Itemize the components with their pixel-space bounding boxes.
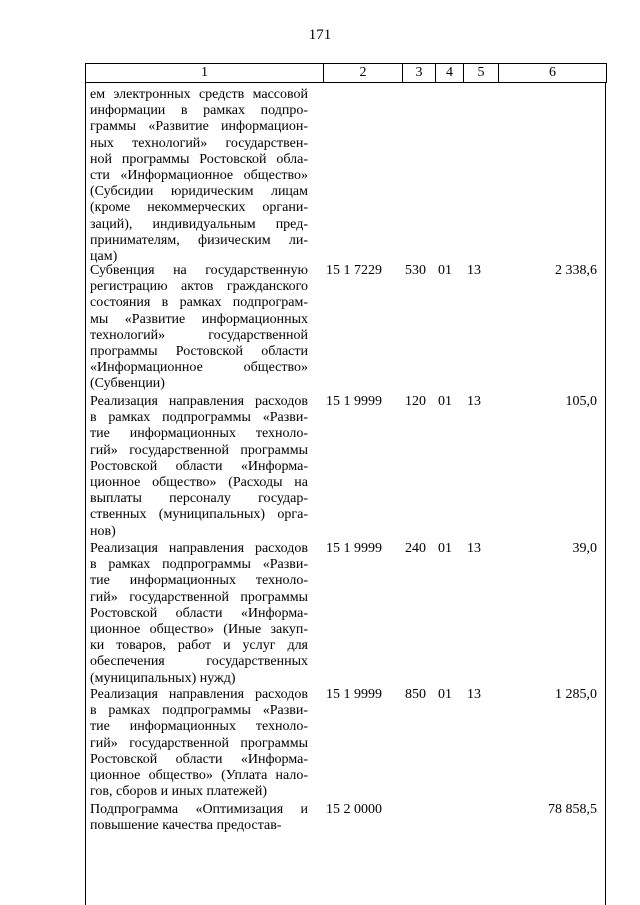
description-line: тие информационных техноло- [90, 426, 308, 442]
description-line: гий» государственной программы [90, 735, 308, 751]
description-line: граммы «Развитие информацион- [90, 119, 308, 135]
table-header [85, 63, 607, 83]
description-line: программы Ростовской области [90, 344, 308, 360]
row-description [86, 687, 314, 800]
description-line: (кроме некоммерческих органи- [90, 200, 308, 216]
table-row [86, 263, 605, 393]
row-sum: 105,0 [565, 394, 597, 409]
description-line: обеспечения государственных [90, 654, 308, 670]
description-line: Реализация направления расходов [90, 541, 308, 556]
description-line: «Информационное общество» [90, 360, 308, 376]
description-line: ционное общество» (Расходы на [90, 475, 308, 491]
table-row [86, 394, 605, 540]
description-line: гий» государственной программы [90, 442, 308, 458]
description-line: Субвенция на государственную [90, 263, 308, 278]
description-line: в рамках подпрограммы «Разви- [90, 410, 308, 426]
description-line: ных технологий» государствен- [90, 135, 308, 151]
row-vr: 850 [405, 687, 426, 702]
description-line: Реализация направления расходов [90, 687, 308, 702]
row-description [86, 802, 314, 834]
row-pr: 13 [467, 541, 481, 556]
description-line: Подпрограмма «Оптимизация и [90, 802, 308, 817]
row-code: 15 1 7229 [326, 263, 382, 278]
row-sum: 39,0 [572, 541, 597, 556]
row-vr: 120 [405, 394, 426, 409]
row-pr: 13 [467, 263, 481, 278]
row-vr: 530 [405, 263, 426, 278]
header-col-3: 3 [403, 64, 436, 83]
table-row [86, 802, 605, 834]
row-rz: 01 [438, 687, 452, 702]
description-line: мы «Развитие информационных [90, 311, 308, 327]
row-pr: 13 [467, 687, 481, 702]
description-line: гий» государственной программы [90, 589, 308, 605]
description-line: Ростовской области «Информа- [90, 605, 308, 621]
page-number: 171 [308, 27, 332, 43]
header-col-5: 5 [464, 64, 499, 83]
row-code: 15 1 9999 [326, 687, 382, 702]
description-line: технологий» государственной [90, 327, 308, 343]
row-code: 15 2 0000 [326, 802, 382, 817]
description-line: ной программы Ростовской обла- [90, 151, 308, 167]
description-line: Реализация направления расходов [90, 394, 308, 409]
header-col-4: 4 [436, 64, 464, 83]
header-col-1: 1 [86, 64, 324, 83]
description-line: (Субсидии юридическим лицам [90, 184, 308, 200]
row-pr: 13 [467, 394, 481, 409]
row-sum: 78 858,5 [548, 802, 597, 817]
header-col-6: 6 [499, 64, 607, 83]
description-line: ственных (муниципальных) орга- [90, 507, 308, 523]
row-code: 15 1 9999 [326, 394, 382, 409]
row-code: 15 1 9999 [326, 541, 382, 556]
row-sum: 2 338,6 [555, 263, 597, 278]
table-row [86, 87, 605, 265]
row-description [86, 394, 314, 540]
row-rz: 01 [438, 263, 452, 278]
description-line: в рамках подпрограммы «Разви- [90, 703, 308, 719]
row-description [86, 87, 314, 265]
description-line: регистрацию актов гражданского [90, 279, 308, 295]
description-line: тие информационных техноло- [90, 719, 308, 735]
row-vr: 240 [405, 541, 426, 556]
description-line: тие информационных техноло- [90, 573, 308, 589]
description-line: состояния в рамках подпрограм- [90, 295, 308, 311]
description-line: информации в рамках подпро- [90, 103, 308, 119]
description-line: цам) [90, 249, 118, 265]
description-line: выплаты персоналу государ- [90, 491, 308, 507]
table-row [86, 687, 605, 800]
row-rz: 01 [438, 394, 452, 409]
description-line: ционное общество» (Уплата нало- [90, 768, 308, 784]
description-line: ки товаров, работ и услуг для [90, 638, 308, 654]
description-line: (муниципальных) нужд) [90, 670, 236, 686]
description-line: сти «Информационное общество» [90, 168, 308, 184]
row-rz: 01 [438, 541, 452, 556]
description-line: (Субвенции) [90, 376, 165, 392]
table-row [86, 541, 605, 687]
description-line: в рамках подпрограммы «Разви- [90, 557, 308, 573]
description-line: ем электронных средств массовой [90, 87, 308, 102]
description-line: заций), индивидуальным пред- [90, 216, 308, 232]
header-col-2: 2 [324, 64, 403, 83]
description-line: принимателям, физическим ли- [90, 232, 308, 248]
table-body [85, 83, 606, 905]
row-description [86, 541, 314, 687]
description-line: нов) [90, 523, 116, 539]
description-line: Ростовской области «Информа- [90, 751, 308, 767]
row-sum: 1 285,0 [555, 687, 597, 702]
description-line: гов, сборов и иных платежей) [90, 784, 268, 800]
row-description [86, 263, 314, 393]
description-line: повышение качества предостав- [90, 818, 282, 834]
description-line: ционное общество» (Иные закуп- [90, 622, 308, 638]
description-line: Ростовской области «Информа- [90, 458, 308, 474]
